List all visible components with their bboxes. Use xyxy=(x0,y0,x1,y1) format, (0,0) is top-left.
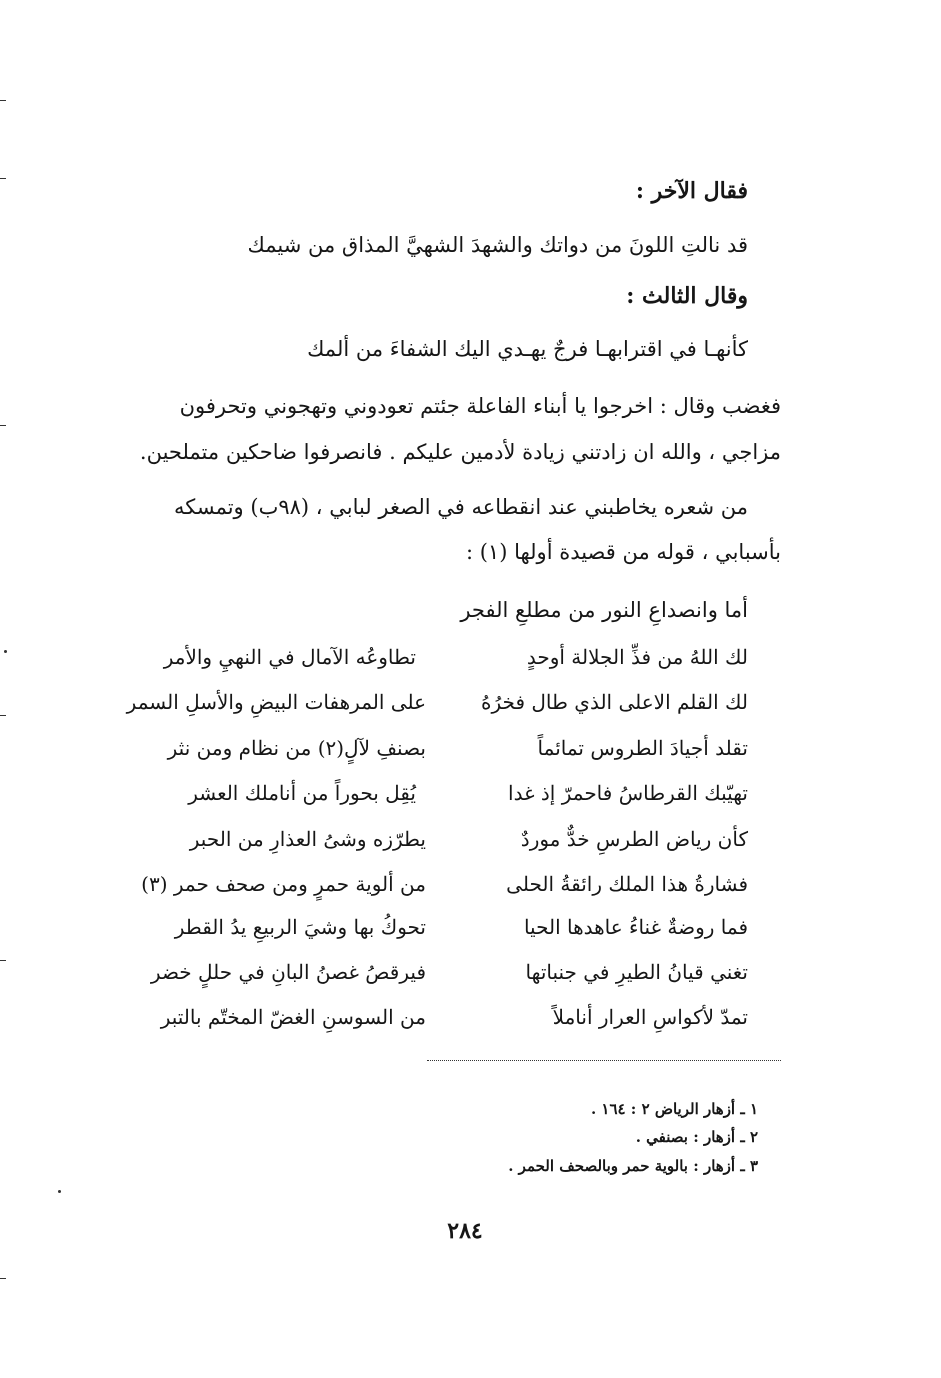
margin-mark xyxy=(0,715,6,716)
body-line-1: فقال الآخر : xyxy=(635,178,748,204)
verse-7-right: فما روضةٌ غناءُ عاهدها الحيا xyxy=(523,915,748,939)
verse-2-right: لك القلم الاعلى الذي طال فخرُهُ xyxy=(481,690,748,714)
margin-dot xyxy=(58,1190,61,1193)
footnote-1: ١ ـ أزهار الرياض ٢ : ١٦٤ . xyxy=(590,1100,758,1118)
body-line-6: مزاجي ، والله ان زادتني زيادة لأدمين عليكم . فانصرفوا ضاحكين متملحين. xyxy=(139,440,781,464)
body-line-3: وقال الثالث : xyxy=(626,283,748,309)
margin-mark xyxy=(0,960,6,961)
verse-3-left: بصنفِ لآلٍ(٢) من نظام ومن نثر xyxy=(167,736,426,760)
page-number: ٢٨٤ xyxy=(447,1218,483,1244)
verse-6-right: فشارةُ هذا الملك رائقةُ الحلى xyxy=(506,872,748,896)
margin-mark xyxy=(0,100,6,101)
margin-mark xyxy=(0,178,6,179)
margin-mark xyxy=(0,425,6,426)
verse-5-left: يطرّزه وشىُ العذارِ من الحبر xyxy=(189,827,426,851)
verse-6-left: من ألوية حمرٍ ومن صحف حمر (٣) xyxy=(141,872,426,896)
verse-1-left: تطاوعُه الآمال في النهيِ والأمر xyxy=(163,645,416,669)
footnote-separator xyxy=(427,1060,781,1061)
body-line-7: من شعره يخاطبني عند انقطاعه في الصغر لبابي ، (٩٨ب) وتمسكه xyxy=(173,495,748,519)
verse-7-left: تحوكُ بها وشيَ الربيعِ يدُ القطر xyxy=(174,915,426,939)
verse-2-left: على المرهفات البيضِ والأسلِ السمر xyxy=(126,690,426,714)
verse-4-right: تهيّبك القرطاسُ فاحمرّ إذ غدا xyxy=(508,781,748,805)
verse-4-left: يُقِل بحوراً من أناملك العشر xyxy=(188,781,416,805)
body-line-2: قد نالتِ اللونَ من دواتك والشهدَ الشهيَّ المذاق من شيمك xyxy=(247,233,748,257)
body-line-9: أما وانصداعِ النور من مطلعِ الفجر xyxy=(460,598,748,622)
verse-9-left: من السوسنِ الغضّ المختّم بالتبر xyxy=(160,1005,426,1029)
verse-1-right: لك اللهُ من فذِّ الجلالة أوحدٍ xyxy=(526,645,748,669)
footnote-2: ٢ ـ أزهار : بصنفي . xyxy=(635,1128,758,1146)
footnote-3: ٣ ـ أزهار : بالوية حمر وبالصحف الحمر . xyxy=(508,1157,758,1175)
body-line-8: بأسبابي ، قوله من قصيدة أولها (١) : xyxy=(465,540,781,564)
body-line-5: فغضب وقال : اخرجوا يا أبناء الفاعلة جئتم تعودوني وتهجوني وتحرفون xyxy=(179,394,781,418)
verse-3-right: تقلد أجيادَ الطروس تمائماً xyxy=(537,736,748,760)
verse-9-right: تمدّ لأكواسِ العرار أناملاً xyxy=(552,1005,748,1029)
margin-mark xyxy=(0,1278,6,1279)
margin-dot xyxy=(4,650,7,653)
verse-5-right: كأن رياض الطرسِ خدٌّ موردٌ xyxy=(520,827,748,851)
verse-8-right: تغني قيانُ الطيرِ في جنباتها xyxy=(525,960,748,984)
verse-8-left: فيرقصُ غصنُ البانِ في حللٍ خضر xyxy=(150,960,426,984)
body-line-4: كأنهـا في اقترابهـا فرجٌ يهـدي اليك الشفاءَ من ألمك xyxy=(307,337,748,361)
